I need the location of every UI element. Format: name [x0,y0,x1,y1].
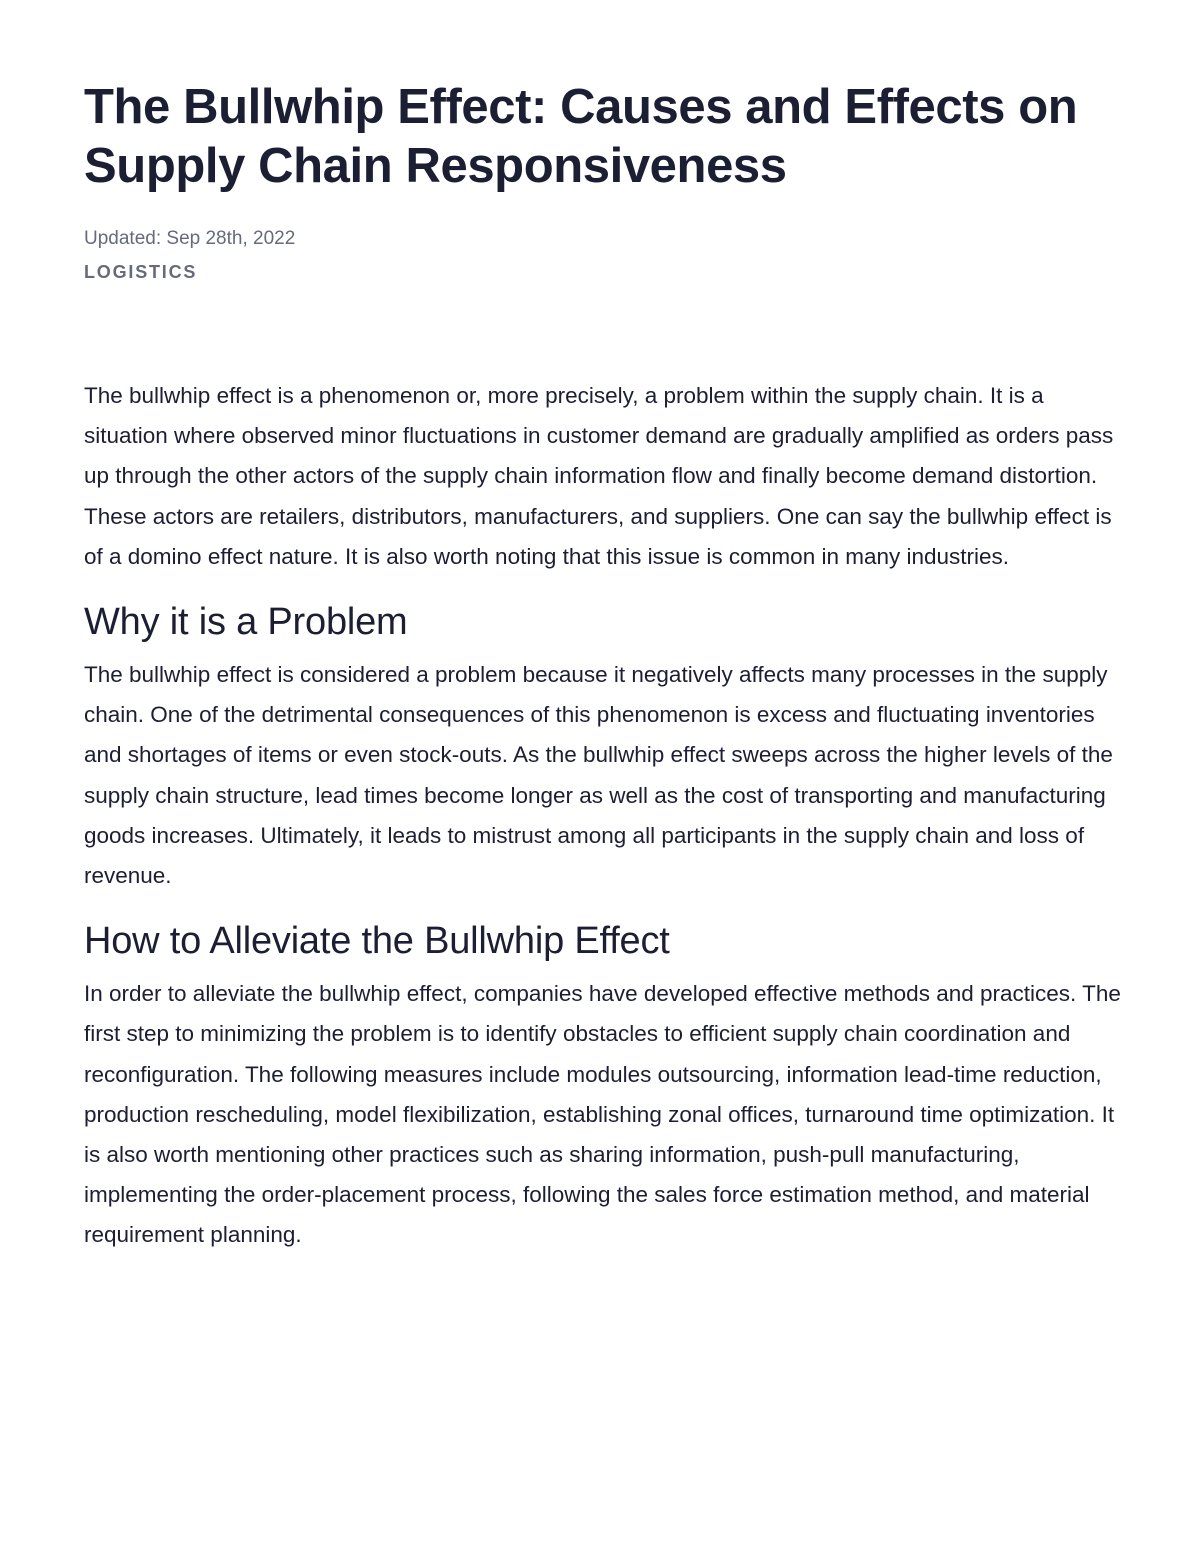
page-title: The Bullwhip Effect: Causes and Effects on Supply Chain Responsiveness [84,80,1078,193]
section-heading: Why it is a Problem [84,601,408,644]
category-label: LOGISTICS [84,262,198,282]
article-meta [84,226,1124,284]
article [84,78,1124,1256]
section-why-problem [84,598,1124,896]
section-heading: How to Alleviate the Bullwhip Effect [84,920,670,963]
intro-paragraph: The bullwhip effect is a phenomenon or, more precisely, a problem within the supply chain. It is a situation where observed minor fluctuations in customer demand are gradually amplified as orders pass up through the other actors of the supply chain information flow and finally become demand distortion. These actors are retailers, distributors, manufacturers, and suppliers. One can say the bullwhip effect is of a domino effect nature. It is also worth noting that this issue is common in many industries. [84,383,1114,569]
section-alleviate [84,917,1124,1255]
section-paragraph: In order to alleviate the bullwhip effect, companies have developed effective methods and practices. The first step to minimizing the problem is to identify obstacles to efficient supply chain coordination and reconfiguration. The following measures include modules outsourcing, information lead-time reduction, production rescheduling, model flexibilization, establishing zonal offices, turnaround time optimization. It is also worth mentioning other practices such as sharing information, push-pull manufacturing, implementing the order-placement process, following the sales force estimation method, and material requirement planning. [84,981,1121,1248]
section-paragraph: The bullwhip effect is considered a problem because it negatively affects many processes in the supply chain. One of the detrimental consequences of this phenomenon is excess and fluctuating inventories and shortages of items or even stock-outs. As the bullwhip effect sweeps across the higher levels of the supply chain structure, lead times become longer as well as the cost of transporting and manufacturing goods increases. Ultimately, it leads to mistrust among all participants in the supply chain and loss of revenue. [84,662,1113,889]
updated-date: Updated: Sep 28th, 2022 [84,228,296,249]
